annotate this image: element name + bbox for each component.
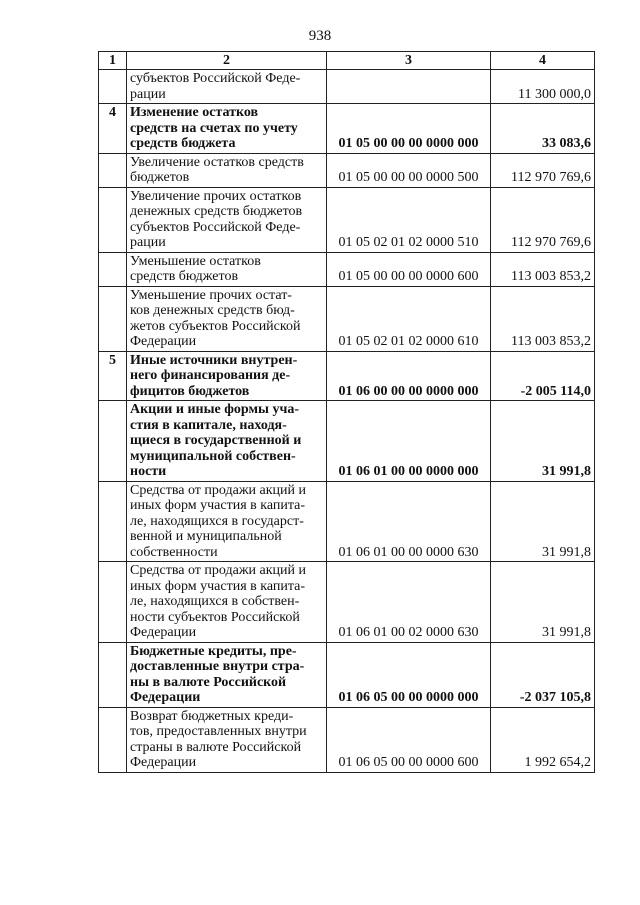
row-code: 01 06 05 00 00 0000 000 (327, 642, 491, 707)
row-name: Уменьшение остатков средств бюджетов (127, 252, 327, 286)
header-col-2: 2 (127, 52, 327, 70)
row-sum: 113 003 853,2 (491, 252, 595, 286)
row-code: 01 05 02 01 02 0000 510 (327, 187, 491, 252)
row-name: Средства от продажи акций и иных форм участия в капита- ле, находящихся в государст- венной и муниципальной собственности (127, 481, 327, 562)
row-number (99, 707, 127, 772)
row-name: Возврат бюджетных креди- тов, предоставленных внутри страны в валюте Российской Федерации (127, 707, 327, 772)
row-number (99, 286, 127, 351)
table-row (99, 70, 595, 104)
row-number (99, 401, 127, 482)
row-code: 01 06 01 00 00 0000 630 (327, 481, 491, 562)
page-number: 938 (308, 28, 332, 44)
row-number: 5 (99, 351, 127, 401)
table-row (99, 104, 595, 154)
row-name: Увеличение прочих остатков денежных средств бюджетов субъектов Российской Феде- рации (127, 187, 327, 252)
row-sum: 31 991,8 (491, 481, 595, 562)
row-name: Акции и иные формы уча- стия в капитале, находя- щиеся в государственной и муниципальной собствен- ности (127, 401, 327, 482)
row-code: 01 06 05 00 00 0000 600 (327, 707, 491, 772)
row-code: 01 05 00 00 00 0000 500 (327, 153, 491, 187)
row-sum: 33 083,6 (491, 104, 595, 154)
row-sum: 31 991,8 (491, 562, 595, 643)
header-col-1: 1 (99, 52, 127, 70)
row-code: 01 05 00 00 00 0000 600 (327, 252, 491, 286)
sources-table (98, 51, 595, 773)
table-row (99, 562, 595, 643)
row-code: 01 06 01 00 02 0000 630 (327, 562, 491, 643)
table-row (99, 187, 595, 252)
row-name: субъектов Российской Феде- рации (127, 70, 327, 104)
table-row (99, 707, 595, 772)
row-sum: 112 970 769,6 (491, 153, 595, 187)
table-row (99, 642, 595, 707)
row-sum: -2 005 114,0 (491, 351, 595, 401)
row-code: 01 05 02 01 02 0000 610 (327, 286, 491, 351)
row-number (99, 252, 127, 286)
row-number (99, 642, 127, 707)
row-number (99, 70, 127, 104)
table-body (99, 70, 595, 773)
row-sum: 31 991,8 (491, 401, 595, 482)
row-sum: 112 970 769,6 (491, 187, 595, 252)
row-sum: -2 037 105,8 (491, 642, 595, 707)
row-code: 01 05 00 00 00 0000 000 (327, 104, 491, 154)
row-sum: 113 003 853,2 (491, 286, 595, 351)
row-number: 4 (99, 104, 127, 154)
row-number (99, 562, 127, 643)
header-col-4: 4 (491, 52, 595, 70)
table-row (99, 481, 595, 562)
row-number (99, 187, 127, 252)
table-row (99, 252, 595, 286)
row-name: Бюджетные кредиты, пре- доставленные внутри стра- ны в валюте Российской Федерации (127, 642, 327, 707)
row-name: Средства от продажи акций и иных форм участия в капита- ле, находящихся в собствен- ности субъектов Российской Федерации (127, 562, 327, 643)
row-code: 01 06 01 00 00 0000 000 (327, 401, 491, 482)
row-name: Изменение остатков средств на счетах по учету средств бюджета (127, 104, 327, 154)
header-col-3: 3 (327, 52, 491, 70)
row-sum: 11 300 000,0 (491, 70, 595, 104)
table-row (99, 351, 595, 401)
table-row (99, 153, 595, 187)
header-row (99, 52, 595, 70)
row-sum: 1 992 654,2 (491, 707, 595, 772)
row-code: 01 06 00 00 00 0000 000 (327, 351, 491, 401)
row-name: Иные источники внутрен- него финансирования де- фицитов бюджетов (127, 351, 327, 401)
row-name: Увеличение остатков средств бюджетов (127, 153, 327, 187)
row-name: Уменьшение прочих остат- ков денежных средств бюд- жетов субъектов Российской Федерации (127, 286, 327, 351)
table-row (99, 286, 595, 351)
row-code (327, 70, 491, 104)
table-row (99, 401, 595, 482)
row-number (99, 153, 127, 187)
row-number (99, 481, 127, 562)
